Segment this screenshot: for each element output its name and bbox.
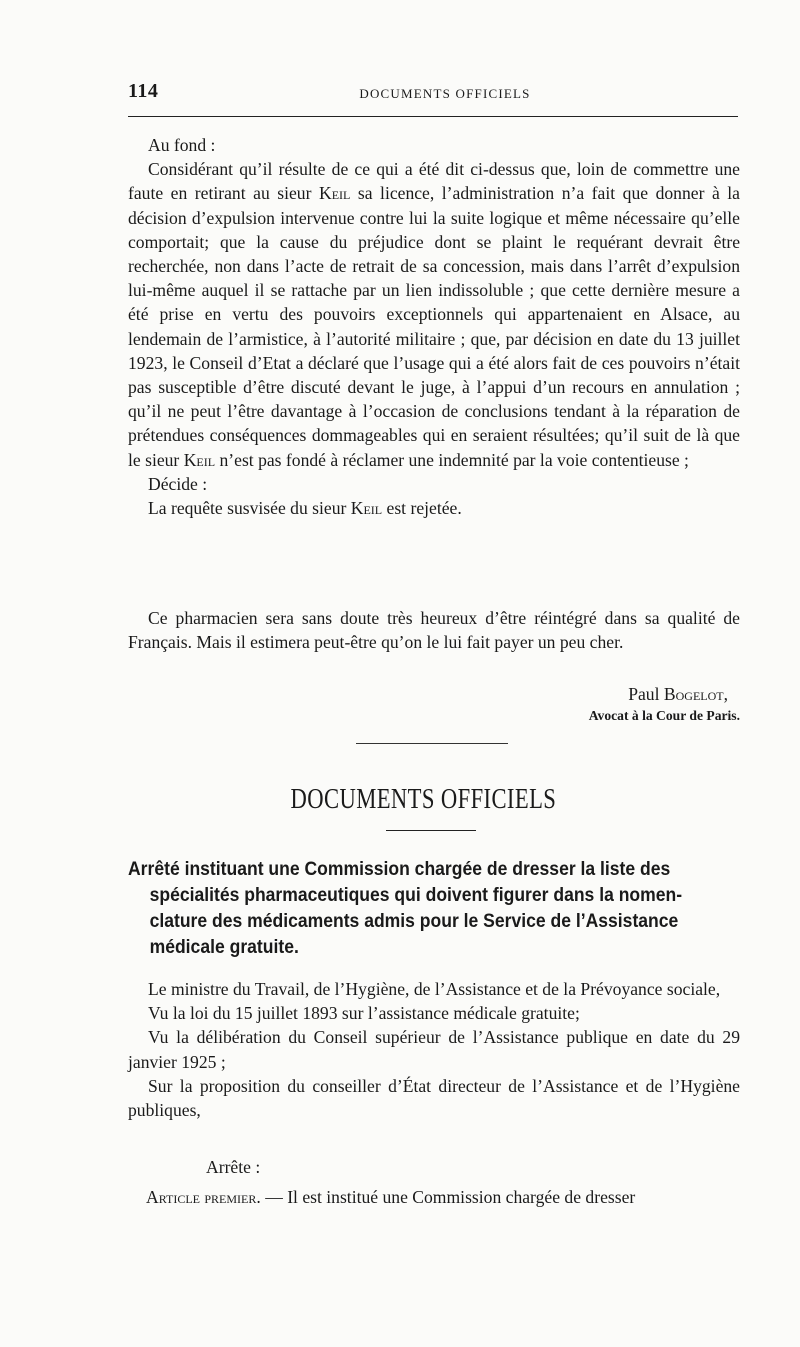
judgment-text-segment: Considérant qu’il résulte de ce qui a été dit ci-dessus que, loin de commettre une faute en retirant au sieur (128, 159, 740, 204)
decree-text (128, 977, 740, 1122)
decree-title (128, 856, 704, 960)
decree-title-line: clature des médicaments admis pour le Service de l’Assistance (149, 910, 679, 932)
decree-paragraph: Vu la délibération du Conseil supérieur de l’Assistance publique en date du 29 janvier 1925 ; (128, 1027, 740, 1072)
signature-name (628, 684, 728, 705)
header-rule (128, 116, 738, 117)
section-heading: DOCUMENTS OFFICIELS (290, 783, 557, 815)
article-label: Article premier. (146, 1187, 261, 1207)
decree-title-line: spécialités pharmaceutiques qui doivent figurer dans la nomen- (149, 884, 683, 906)
judgment-text-segment: La requête susvisée du sieur (148, 498, 351, 519)
name-keil: Keil (183, 449, 216, 470)
commentary-paragraph: Ce pharmacien sera sans doute très heureux d’être réintégré dans sa qualité de Français. Mais il estimera peut-être qu’on le lui fait payer un peu cher. (128, 608, 740, 653)
signature-first-name: Paul (628, 684, 664, 704)
decree-arrete-label: Arrête : (206, 1157, 261, 1177)
decree-title-line: médicale gratuite. (149, 936, 299, 958)
decree-paragraph: Vu la loi du 15 juillet 1893 sur l’assistance médicale gratuite; (148, 1003, 580, 1024)
judgment-text (128, 133, 740, 520)
commentary-text (128, 606, 740, 654)
name-keil: Keil (350, 498, 383, 519)
judgment-paragraph-1: Au fond : (148, 135, 216, 155)
decree-paragraph: Le ministre du Travail, de l’Hygiène, de l’Assistance et de la Prévoyance sociale, (148, 979, 721, 999)
judgment-text-segment: est rejetée. (382, 498, 462, 519)
decree-title-line: Arrêté instituant une Commission chargée de dresser la liste des (128, 858, 671, 880)
judgment-text-segment: n’est pas fondé à réclamer une indemnité par la voie contentieuse ; (215, 449, 689, 470)
signature-last-name: Bogelot, (663, 684, 728, 704)
separator-rule (356, 743, 508, 744)
judgment-paragraph-2 (128, 157, 740, 472)
signature-title: Avocat à la Cour de Paris. (588, 708, 740, 723)
judgment-decision-label: Décide : (148, 473, 208, 494)
judgment-text-segment: sa licence, l’administration n’a fait que donner à la décision d’expulsion intervenue contre lui la suite logique et même nécessaire qu’elle comportait; que la cause du préjudice dont se plaint le requérant devrait être recherchée, non dans l’acte de retrait de sa concession, mais dans l’arrêt d’expulsion lui-même auquel il se rattache par un lien indissoluble ; que cette dernière mesure a été prise en vertu des pouvoirs exceptionnels qui appartenaient en Alsace, au lendemain de l’armistice, à l’autorité militaire ; que, par décision en date du 13 juillet 1923, le Conseil d’Etat a déclaré que l’usage qui a été alors fait de ces pouvoirs n’était pas susceptible d’être discuté devant le juge, à l’appui d’un recours en annulation ; qu’il ne peut l’être davantage à l’occasion de conclusions tendant à la réparation de prétendues conséquences dommageables qui en seraient résultées; qu’il suit de là que le sieur (128, 183, 740, 470)
article-text: — Il est institué une Commission chargée de dresser (260, 1187, 636, 1207)
running-head: DOCUMENTS OFFICIELS (359, 86, 531, 101)
decree-paragraph: Sur la proposition du conseiller d’État directeur de l’Assistance et de l’Hygiène publiques, (128, 1075, 740, 1121)
separator-rule (386, 830, 476, 831)
page-number: 114 (128, 80, 159, 102)
decree-article-first (146, 1187, 635, 1208)
name-keil: Keil (318, 183, 351, 204)
judgment-ruling (128, 496, 740, 520)
